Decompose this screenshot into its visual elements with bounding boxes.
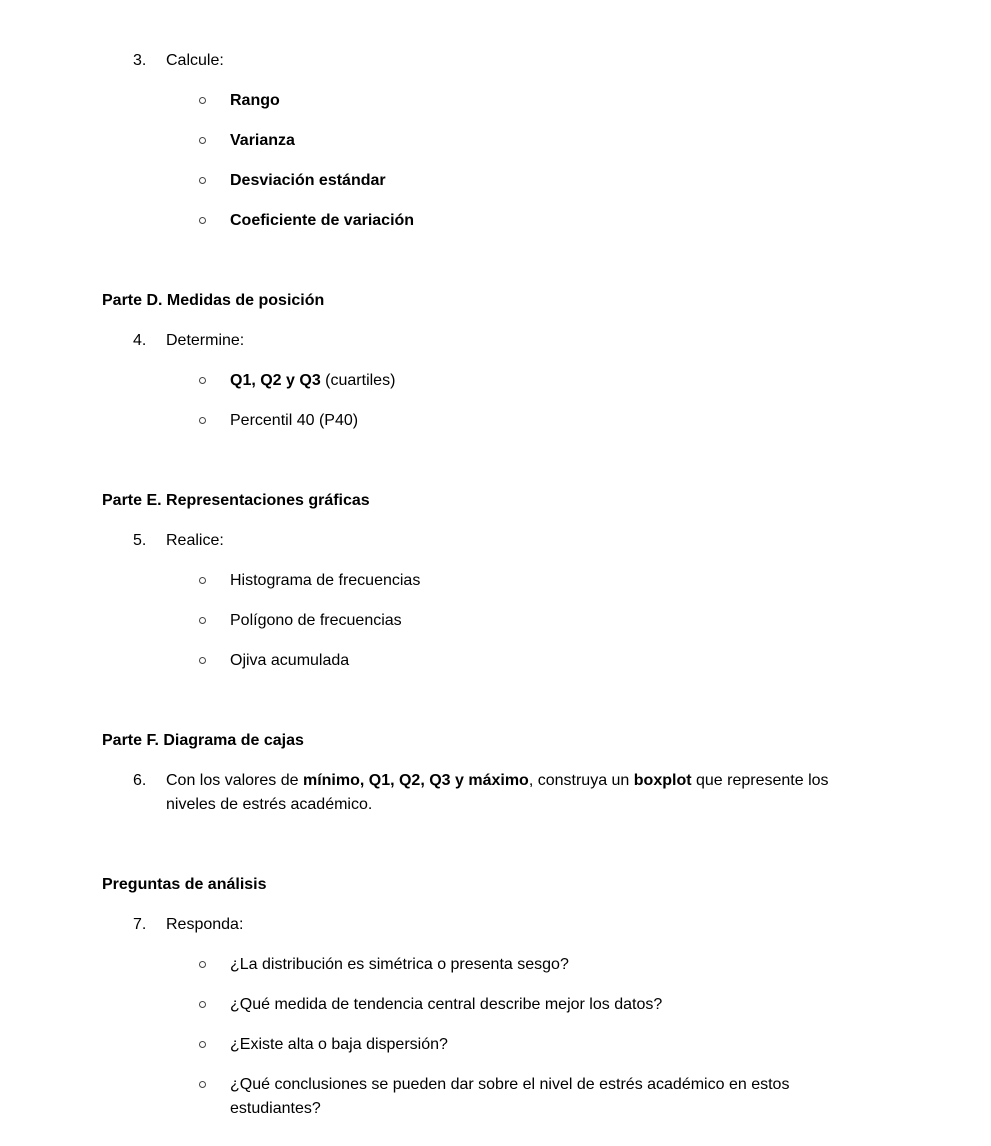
item-run: , construya un bbox=[528, 772, 634, 789]
bullet-text-bold: Q1, Q2 y Q3 bbox=[230, 372, 321, 389]
circle-bullet-icon bbox=[199, 569, 230, 584]
circle-bullet-icon bbox=[199, 169, 230, 184]
list-item bbox=[199, 409, 901, 433]
item-run: que represente los niveles de estrés académico. bbox=[166, 772, 829, 813]
list-item bbox=[199, 369, 901, 393]
circle-bullet-icon bbox=[199, 209, 230, 224]
item-number: 5. bbox=[133, 532, 147, 549]
item-number: 3. bbox=[133, 52, 147, 69]
bullet-text bbox=[230, 169, 386, 193]
item-run-bold: mínimo, Q1, Q2, Q3 y máximo bbox=[302, 772, 529, 789]
section-parte-d bbox=[102, 289, 901, 433]
list-item bbox=[199, 1073, 901, 1121]
list-item bbox=[199, 953, 901, 977]
section-parte-f bbox=[102, 729, 901, 817]
bullet-text bbox=[230, 129, 295, 153]
item-text: Responda: bbox=[166, 916, 244, 933]
bullet-text bbox=[230, 609, 402, 633]
item-text bbox=[166, 769, 866, 817]
bullet-text bbox=[230, 89, 280, 113]
bullet-text-regular: (cuartiles) bbox=[320, 372, 396, 389]
section-preguntas bbox=[102, 873, 901, 1121]
numbered-item-4 bbox=[133, 329, 901, 353]
bullet-text bbox=[230, 209, 414, 233]
numbered-item-7 bbox=[133, 913, 901, 937]
list-item bbox=[199, 169, 901, 193]
item-text: Calcule: bbox=[166, 52, 224, 69]
bullet-text-regular: ¿Qué conclusiones se pueden dar sobre el nivel de estrés académico en estos estudiantes? bbox=[230, 1076, 790, 1117]
numbered-item-5 bbox=[133, 529, 901, 553]
item-text: Realice: bbox=[166, 532, 224, 549]
bullet-text-regular: Polígono de frecuencias bbox=[230, 612, 402, 629]
bullet-text bbox=[230, 1033, 448, 1057]
circle-bullet-icon bbox=[199, 1033, 230, 1048]
circle-bullet-icon bbox=[199, 409, 230, 424]
section-heading-parte-e: Parte E. Representaciones gráficas bbox=[102, 492, 370, 509]
bullet-text-regular: ¿La distribución es simétrica o presenta sesgo? bbox=[230, 956, 569, 973]
item-run-bold: boxplot bbox=[633, 772, 692, 789]
circle-bullet-icon bbox=[199, 89, 230, 104]
bullet-text-bold: Coeficiente de variación bbox=[230, 212, 415, 229]
bullet-text bbox=[230, 993, 662, 1017]
section-parte-e bbox=[102, 489, 901, 673]
list-item bbox=[199, 609, 901, 633]
bullet-text-regular: Histograma de frecuencias bbox=[230, 572, 421, 589]
bullet-text-regular: ¿Existe alta o baja dispersión? bbox=[230, 1036, 448, 1053]
bullet-text-regular: ¿Qué medida de tendencia central describe mejor los datos? bbox=[230, 996, 663, 1013]
bullet-text-bold: Varianza bbox=[230, 132, 295, 149]
bullet-text-bold: Desviación estándar bbox=[230, 172, 386, 189]
circle-bullet-icon bbox=[199, 1073, 230, 1088]
bullet-text bbox=[230, 569, 420, 593]
item-number: 4. bbox=[133, 332, 147, 349]
section-heading-parte-d: Parte D. Medidas de posición bbox=[102, 292, 325, 309]
section-heading-parte-f: Parte F. Diagrama de cajas bbox=[102, 732, 304, 749]
bullet-text bbox=[230, 649, 349, 673]
circle-bullet-icon bbox=[199, 649, 230, 664]
list-item bbox=[199, 129, 901, 153]
item-number: 7. bbox=[133, 916, 147, 933]
bullet-text-regular: Percentil 40 (P40) bbox=[230, 412, 359, 429]
bullet-text-regular: Ojiva acumulada bbox=[230, 652, 350, 669]
bullet-text bbox=[230, 1073, 880, 1121]
bullet-text bbox=[230, 409, 358, 433]
bullet-text bbox=[230, 369, 395, 393]
list-item bbox=[199, 89, 901, 113]
bullet-text bbox=[230, 953, 569, 977]
numbered-item-6 bbox=[133, 769, 901, 817]
circle-bullet-icon bbox=[199, 129, 230, 144]
circle-bullet-icon bbox=[199, 609, 230, 624]
list-item bbox=[199, 993, 901, 1017]
item-run: Con los valores de bbox=[166, 772, 303, 789]
numbered-item-3 bbox=[133, 49, 901, 73]
circle-bullet-icon bbox=[199, 369, 230, 384]
list-item bbox=[199, 1033, 901, 1057]
list-item bbox=[199, 209, 901, 233]
item-number: 6. bbox=[133, 772, 147, 789]
circle-bullet-icon bbox=[199, 953, 230, 968]
section-heading-preguntas: Preguntas de análisis bbox=[102, 876, 267, 893]
bullet-text-bold: Rango bbox=[230, 92, 280, 109]
list-item bbox=[199, 569, 901, 593]
circle-bullet-icon bbox=[199, 993, 230, 1008]
item-text: Determine: bbox=[166, 332, 245, 349]
section-calcule bbox=[102, 49, 901, 233]
list-item bbox=[199, 649, 901, 673]
